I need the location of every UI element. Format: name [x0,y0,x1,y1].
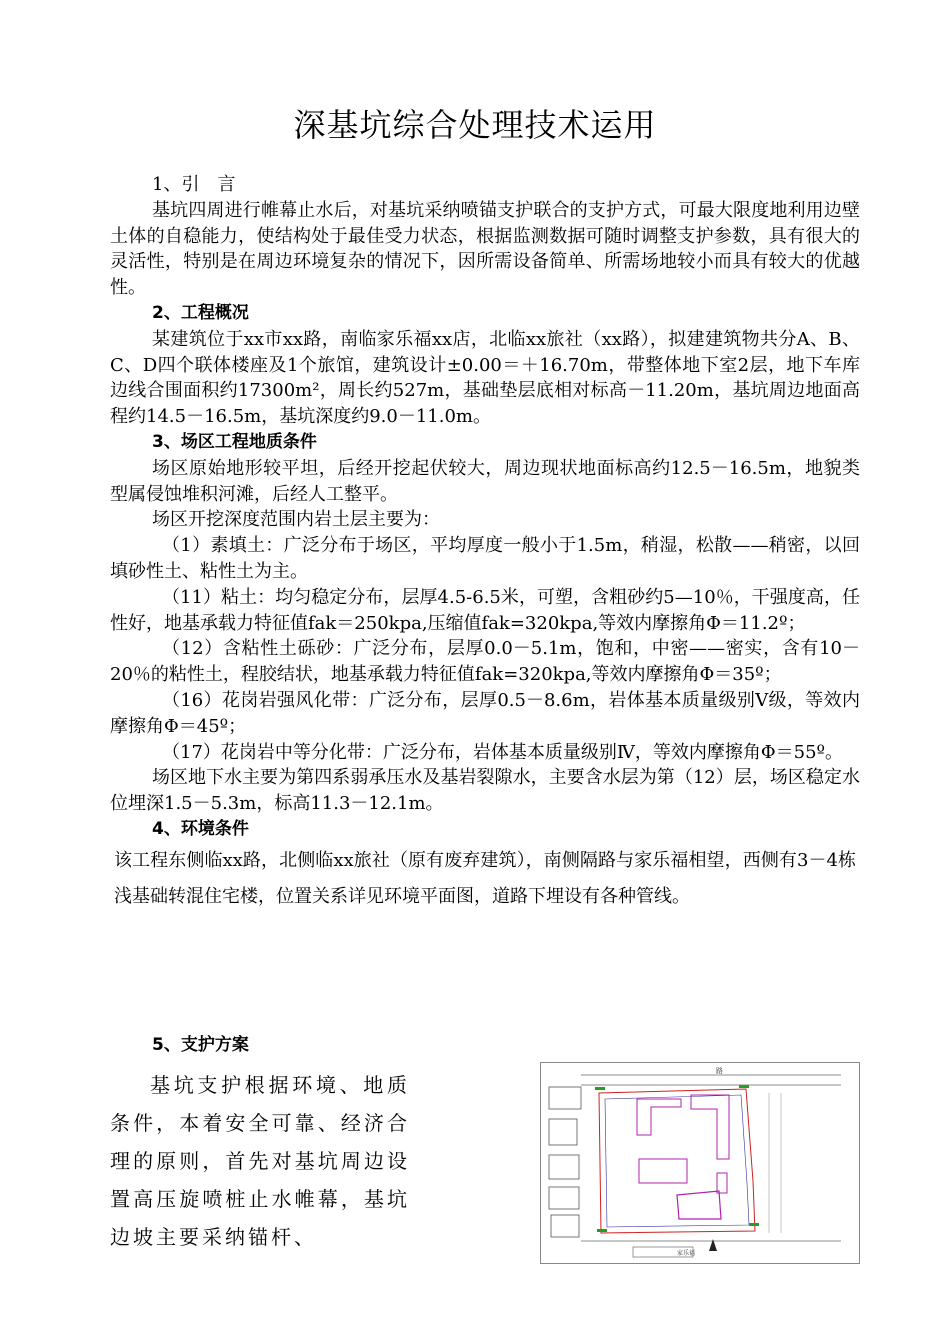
bottom-road-label: 家乐福 [677,1250,696,1257]
section-3-paragraph-3: 场区地下水主要为第四系弱承压水及基岩裂隙水，主要含水层为第（12）层，场区稳定水位埋深1.5－5.3m，标高11.3－12.1m。 [110,767,860,815]
environment-plan-figure [540,1062,860,1264]
soil-layer-item: （11）粘土：均匀稳定分布，层厚4.5-6.5米，可塑，含粗砂约5—10％，干强度高，任性好，地基承载力特征值fak＝250kpa,压缩值fak=320kpa,等效内摩擦角Φ＝11.2º； [110,586,860,634]
section-3-paragraph-1: 场区原始地形较平坦，后经开挖起伏较大，周边现状地面标高约12.5－16.5m，地貌类型属侵蚀堆积河滩，后经人工整平。 [110,457,860,505]
page-title: 深基坑综合处理技术运用 [293,106,657,144]
soil-layer-item: （12）含粘性土砾砂：广泛分布，层厚0.0－5.1m，饱和，中密——密实，含有10－20％的粘性土，程胶结状，地基承载力特征值fak=320kpa,等效内摩擦角Φ＝35º； [110,638,860,686]
section-5-paragraph: 基坑支护根据环境、地质条件，本着安全可靠、经济合理的原则，首先对基坑周边设置高压旋喷桩止水帷幕，基坑边坡主要采纳锚杆、 [110,1073,410,1249]
soil-layer-item: （1）素填土：广泛分布于场区，平均厚度一般小于1.5m，稍湿，松散——稍密，以回填砂性土、粘性土为主。 [110,535,860,582]
section-4-heading: 4、环境条件 [152,818,249,839]
section-5-heading: 5、支护方案 [152,1035,249,1055]
section-2-paragraph: 某建筑位于xx市xx路，南临家乐福xx店，北临xx旅社（xx路），拟建建筑物共分A、B、C、D四个联体楼座及1个旅馆，建筑设计±0.00＝＋16.70m，带整体地下室2层，地下车库边线合围面积约17300m²，周长约527m，基础垫层底相对标高－11.20m，基坑周边地面高程约14.5－16.5m，基坑深度约9.0－11.0m。 [110,328,860,428]
section-5-column [110,1066,410,1256]
soil-layer-item: （16）花岗岩强风化带：广泛分布，层厚0.5－8.6m，岩体基本质量级别Ⅴ级，等效内摩擦角Φ＝45º； [110,689,860,737]
road-label: 路 [716,1067,723,1075]
document-body [110,172,860,915]
section-3-paragraph-2: 场区开挖深度范围内岩土层主要为： [152,509,440,531]
site-plan-drawing [541,1063,859,1263]
section-2-heading: 2、工程概况 [152,302,249,323]
soil-layer-item: （17）花岗岩中等分化带：广泛分布，岩体基本质量级别Ⅳ，等效内摩擦角Φ＝55º。 [162,741,844,763]
section-1-heading: 1、引 言 [152,174,236,195]
section-1-paragraph: 基坑四周进行帷幕止水后，对基坑采纳喷锚支护联合的支护方式，可最大限度地利用边壁土体的自稳能力，使结构处于最佳受力状态，根据监测数据可随时调整支护参数，具有很大的灵活性，特别是在周边环境复杂的情况下，因所需设备简单、所需场地较小而具有较大的优越性。 [110,199,860,299]
section-3-heading: 3、场区工程地质条件 [152,431,317,452]
section-4-paragraph: 该工程东侧临xx路，北侧临xx旅社（原有废弃建筑），南侧隔路与家乐福相望，西侧有3－4栋浅基础转混住宅楼，位置关系详见环境平面图，道路下埋设有各种管线。 [114,849,856,907]
